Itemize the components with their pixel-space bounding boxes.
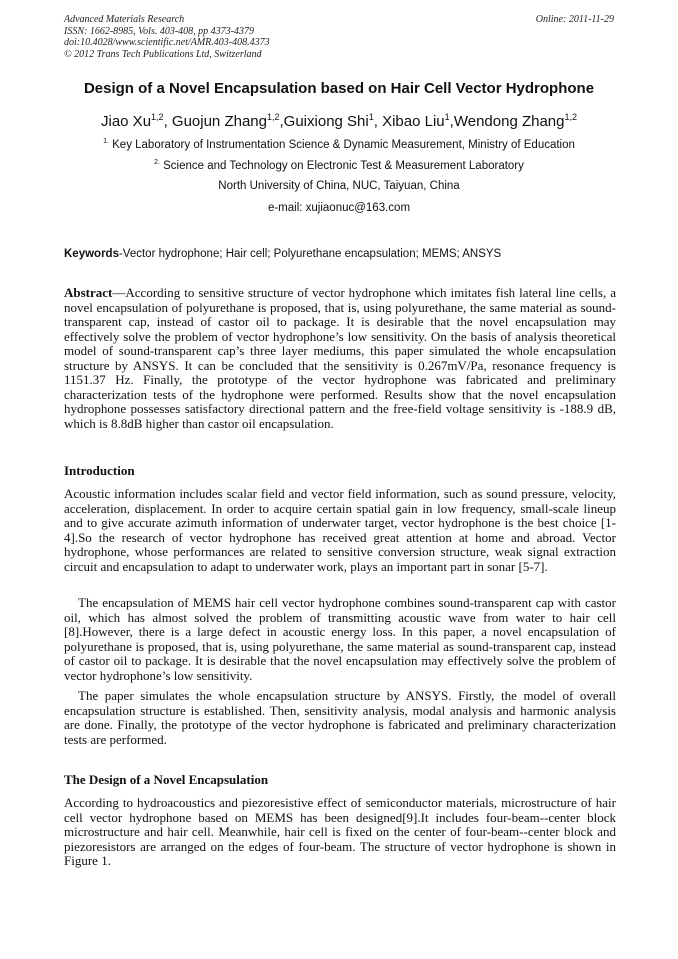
doi-line: doi:10.4028/www.scientific.net/AMR.403-408.4373 [64,37,270,48]
section-heading-design: The Design of a Novel Encapsulation [64,772,269,787]
intro-paragraph-1: Acoustic information includes scalar field and vector field information, such as sound pressure, velocity, acceleration, displacement. In order to acquire certain spatial gain in low frequency, small-scale lineup and to give accurate azimuth information of underwater target, vector hydrophone is the best choice [1-4].So the research of vector hydrophone has received great attention at home and abroad. Vector hydrophone, whose performances are related to sensitive conversion structure, weak signal extraction circuit and encapsulation to adapt to underwater work, plays an important part in sonar [5-7]. [64,486,616,574]
author-name: Xibao Liu [382,113,445,130]
journal-header [64,14,616,60]
intro-paragraph-2: The encapsulation of MEMS hair cell vector hydrophone combines sound-transparent cap with castor oil, which has almost solved the problem of transmitting acoustic wave from water to hair cell [8].However, there is a large defect in acoustic energy loss. In this paper, a novel encapsulation of polyurethane is proposed, that is, using polyurethane, the same material as sound-transparent cap, instead of castor oil to package. It is desirable that the novel encapsulation may effectively solve the problem of vector hydrophone’s low sensitivity. [64,595,616,683]
author-list [20,112,658,130]
intro-paragraph-3: The paper simulates the whole encapsulation structure by ANSYS. Firstly, the model of overall encapsulation structure is established. Then, sensitivity analysis, modal analysis and harmonic analysis are done. Finally, the prototype of the vector hydrophone is fabricated and preliminary characterization tests are performed. [64,688,616,747]
author-name: Guojun Zhang [171,113,267,130]
author-name: Jiao Xu [101,113,152,130]
keywords-text: -Vector hydrophone; Hair cell; Polyurethane encapsulation; MEMS; ANSYS [118,248,502,260]
affiliation-3: North University of China, NUC, Taiyuan, China [218,180,460,192]
abstract-text: —According to sensitive structure of vector hydrophone which imitates fish lateral line cells, a novel encapsulation of polyurethane is proposed, that is, using polyurethane, the same material as sound-transparent cap, instead of castor oil to package. It is desirable that the novel encapsulation may effectively solve the problem of vector hydrophone’s low sensitivity. On the basis of analysis theoretical model of sound-transparent cap’s three layer mediums, this paper simulated the whole encapsulation structure by ANSYS. It can be concluded that the sensitivity is 0.267mV/Pa, resonance frequency is 1151.37 Hz. Finally, the prototype of the vector hydrophone was fabricated and preliminary characterization tests of the hydrophone were performed. Results show that the novel encapsulation hydrophone possesses satisfactory directional pattern and the free-field voltage sensitivity is -188.9 dB, which is 8.8dB higher than castor oil encapsulation. [64,285,616,431]
author-affil-mark: 1 [444,112,450,122]
author-separator: , [373,113,383,130]
affil-mark: 1. [103,138,109,145]
online-date: Online: 2011-11-29 [535,14,614,25]
section-heading-introduction: Introduction [64,463,135,478]
affiliation-2 [20,159,658,172]
author-separator: , [279,113,284,130]
affiliation-1 [20,138,658,151]
issn-line: ISSN: 1662-8985, Vols. 403-408, pp 4373-4379 [64,25,254,37]
affil-mark: 2. [154,159,160,166]
journal-name: Advanced Materials Research [64,14,185,25]
paper-title: Design of a Novel Encapsulation based on Hair Cell Vector Hydrophone [83,80,595,97]
author-email: e-mail: xujiaonuc@163.com [267,202,411,214]
keywords [64,248,616,260]
affil-text: Key Laboratory of Instrumentation Science & Dynamic Measurement, Ministry of Education [108,138,575,151]
author-name: Guixiong Shi [283,113,369,130]
author-affil-mark: 1,2 [151,112,164,122]
abstract-label: Abstract [64,285,113,300]
copyright-line: © 2012 Trans Tech Publications Ltd, Switzerland [64,48,262,60]
keywords-label: Keywords [64,248,119,260]
affil-text: Science and Technology on Electronic Test & Measurement Laboratory [159,159,524,172]
abstract [64,286,616,431]
design-paragraph-1: According to hydroacoustics and piezoresistive effect of semiconductor materials, microstructure of hair cell vector hydrophone based on MEMS has been designed[9].It includes four-beam--center block microstructure and hair cell. Meanwhile, hair cell is fixed on the center of four-beam--center block and piezoresistors are arranged on the edges of four-beam. The structure of vector hydrophone is shown in Figure 1. [64,795,616,868]
author-affil-mark: 1,2 [564,112,577,122]
author-name: Wendong Zhang [453,113,565,130]
author-affil-mark: 1 [368,112,374,122]
author-separator: , [449,113,454,130]
author-separator: , [163,113,172,130]
author-affil-mark: 1,2 [266,112,280,122]
